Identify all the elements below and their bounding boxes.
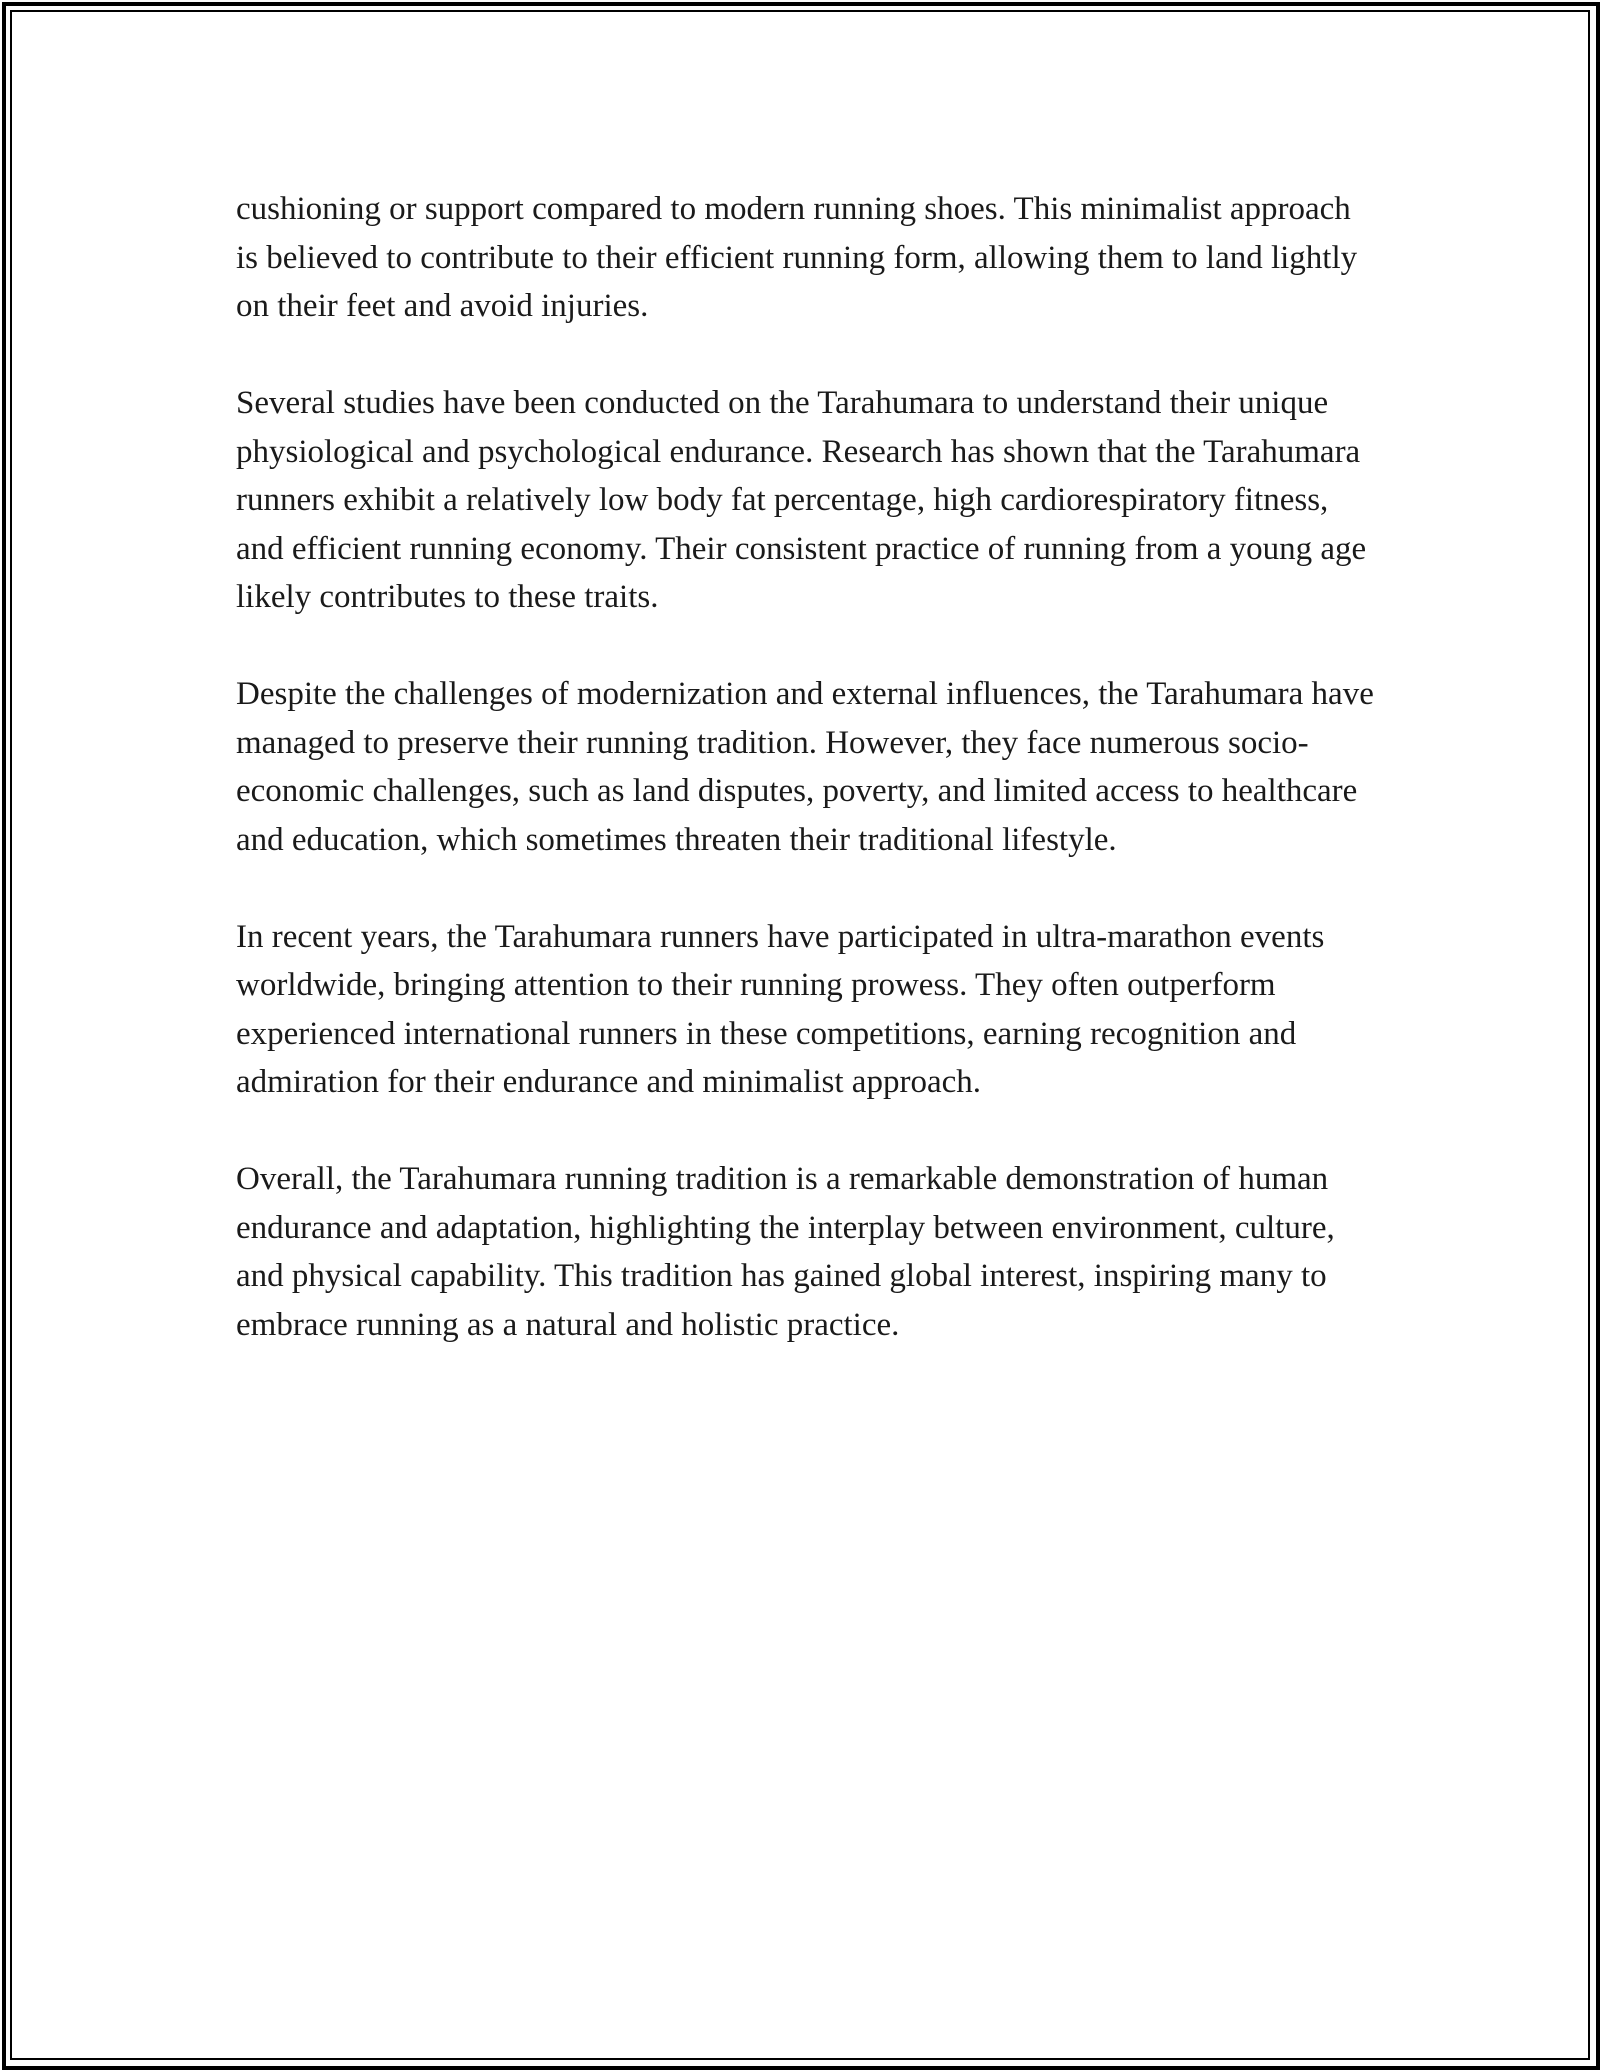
paragraph-conclusion: Overall, the Tarahumara running tradition is a remarkable demonstration of human endurance and adaptation, highlighting the interplay between environment, culture, and physical capability. This tradition has gained global interest, inspiring many to embrace running as a natural and holistic practice. bbox=[236, 1161, 1335, 1343]
paragraph-shoes: cushioning or support compared to modern running shoes. This minimalist approach is believed to contribute to their efficient running form, allowing them to land lightly on their feet and avoid injuries. bbox=[236, 191, 1358, 324]
paragraph-studies: Several studies have been conducted on the Tarahumara to understand their unique physiological and psychological endurance. Research has shown that the Tarahumara runners exhibit a relatively low body fat percentage, high cardiorespiratory fitness, and efficient running economy. Their consistent practice of running from a young age likely contributes to these traits. bbox=[236, 385, 1367, 615]
paragraph-challenges: Despite the challenges of modernization and external influences, the Tarahumara have managed to preserve their running tradition. However, they face numerous socio-economic challenges, such as land disputes, poverty, and limited access to healthcare and education, which sometimes threaten their traditional lifestyle. bbox=[236, 676, 1374, 858]
paragraph-ultra-marathon: In recent years, the Tarahumara runners have participated in ultra-marathon events worldwide, bringing attention to their running prowess. They often outperform experienced international runners in these competitions, earning recognition and admiration for their endurance and minimalist approach. bbox=[236, 918, 1325, 1100]
document-body bbox=[236, 185, 1376, 1349]
